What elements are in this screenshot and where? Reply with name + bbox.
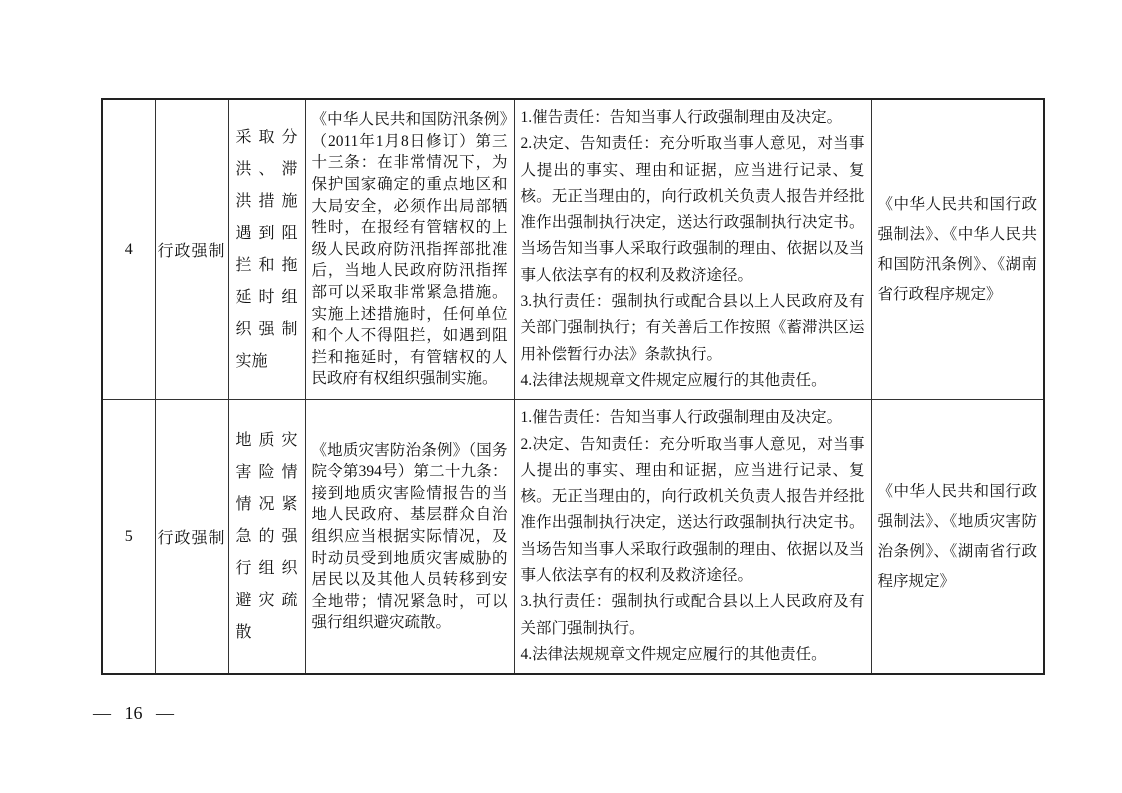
references-cell: 《中华人民共和国行政强制法》、《地质灾害防治条例》、《湖南省行政程序规定》 (871, 400, 1044, 674)
references-cell: 《中华人民共和国行政强制法》、《中华人民共和国防汛条例》、《湖南省行政程序规定》 (871, 99, 1044, 400)
power-responsibility-table (101, 98, 1045, 675)
legal-basis-cell: 《地质灾害防治条例》（国务院令第394号）第二十九条：接到地质灾害险情报告的当地人民政府、基层群众自治组织应当根据实际情况，及时动员受到地质灾害威胁的居民以及其他人员转移到安全地带；情况紧急时，可以强行组织避灾疏散。 (305, 400, 514, 674)
responsibility-item: 4.法律法规规章文件规定应履行的其他责任。 (520, 371, 827, 389)
responsibility-item: 2.决定、告知责任：充分听取当事人意见，对当事人提出的事实、理由和证据，应当进行记录、复核。无正当理由的，向行政机关负责人报告并经批准作出强制执行决定，送达行政强制执行决定书。当场告知当事人采取行政强制的理由、依据以及当事人依法享有的权利及救济途径。 (520, 135, 865, 284)
responsibilities-cell (514, 400, 871, 674)
legal-basis-cell: 《中华人民共和国防汛条例》（2011年1月8日修订）第三十三条：在非常情况下，为保护国家确定的重点地区和大局安全，必须作出局部牺牲时，在报经有管辖权的上级人民政府防汛指挥部批准后，当地人民政府防汛指挥部可以采取非常紧急措施。实施上述措施时，任何单位和个人不得阻拦，如遇到阻拦和拖延时，有管辖权的人民政府有权组织强制实施。 (305, 99, 514, 400)
responsibility-item: 1.催告责任：告知当事人行政强制理由及决定。 (520, 409, 843, 427)
table-row (102, 400, 1044, 674)
power-name-cell: 地质灾害险情情况紧急的强行组织避灾疏散 (228, 400, 305, 674)
seq-cell: 5 (102, 400, 155, 674)
page-number: — 16 — (93, 703, 174, 723)
power-type-cell: 行政强制 (155, 99, 228, 400)
responsibility-item: 3.执行责任：强制执行或配合县以上人民政府及有关部门强制执行；有关善后工作按照《蓄滞洪区运用补偿暂行办法》条款执行。 (520, 293, 865, 363)
responsibility-item: 3.执行责任：强制执行或配合县以上人民政府及有关部门强制执行。 (520, 593, 865, 637)
table-row (102, 99, 1044, 400)
responsibility-item: 1.催告责任：告知当事人行政强制理由及决定。 (520, 109, 843, 126)
responsibility-item: 2.决定、告知责任：充分听取当事人意见，对当事人提出的事实、理由和证据，应当进行记录、复核。无正当理由的，向行政机关负责人报告并经批准作出强制执行决定，送达行政强制执行决定书。当场告知当事人采取行政强制的理由、依据以及当事人依法享有的权利及救济途径。 (520, 435, 865, 585)
responsibility-item: 4.法律法规规章文件规定应履行的其他责任。 (520, 645, 827, 663)
power-name-cell: 采取分洪、滞洪措施遇到阻拦和拖延时组织强制实施 (228, 99, 305, 400)
seq-cell: 4 (102, 99, 155, 400)
responsibilities-cell (514, 99, 871, 400)
power-type-cell: 行政强制 (155, 400, 228, 674)
